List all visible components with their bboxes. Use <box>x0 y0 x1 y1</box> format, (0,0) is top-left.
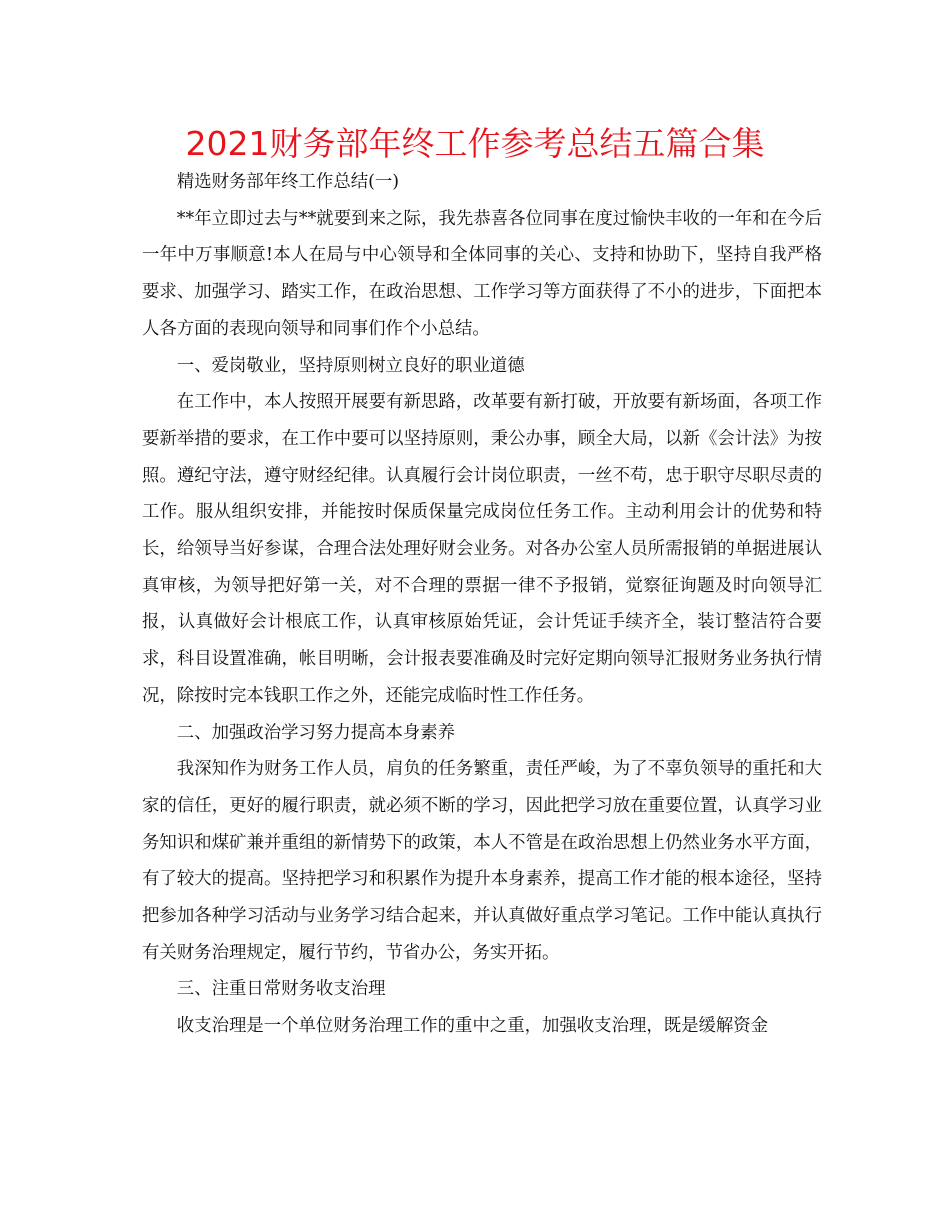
document-title: 2021财务部年终工作参考总结五篇合集 <box>185 124 765 163</box>
paragraph-subtitle: 精选财务部年终工作总结(一) <box>176 172 400 192</box>
document-body <box>142 164 822 1045</box>
paragraph: **年立即过去与**就要到来之际，我先恭喜各位同事在度过愉快丰收的一年和在今后一年中万事顺意!本人在局与中心领导和全体同事的关心、支持和协助下，坚持自我严格要求、加强学习、踏实工作，在政治思想、工作学习等方面获得了不小的进步，下面把本人各方面的表现向领导和同事们作个小总结。 <box>142 208 822 339</box>
section-heading: 二、加强政治学习努力提高本身素养 <box>176 722 456 743</box>
paragraph: 我深知作为财务工作人员，肩负的任务繁重，责任严峻，为了不辜负领导的重托和大家的信任，更好的履行职责，就必须不断的学习，因此把学习放在重要位置，认真学习业务知识和煤矿兼并重组的新情势下的政策，本人不管是在政治思想上仍然业务水平方面，有了较大的提高。坚持把学习和积累作为提升本身素养，提高工作才能的根本途径，坚持把参加各种学习活动与业务学习结合起来，并认真做好重点学习笔记。工作中能认真执行有关财务治理规定，履行节约，节省办公，务实开拓。 <box>142 759 822 963</box>
section-heading: 一、爱岗敬业，坚持原则树立良好的职业道德 <box>176 355 525 376</box>
paragraph: 在工作中，本人按照开展要有新思路，改革要有新打破，开放要有新场面，各项工作要新举措的要求，在工作中要可以坚持原则，秉公办事，顾全大局，以新《会计法》为按照。遵纪守法，遵守财经纪律。认真履行会计岗位职责，一丝不苟，忠于职守尽职尽责的工作。服从组织安排，并能按时保质保量完成岗位任务工作。主动利用会计的优势和特长，给领导当好参谋，合理合法处理好财会业务。对各办公室人员所需报销的单据进展认真审核，为领导把好第一关，对不合理的票据一律不予报销，觉察征询题及时向领导汇报，认真做好会计根底工作，认真审核原始凭证，会计凭证手续齐全，装订整洁符合要求，科目设置准确，帐目明晰，会计报表要准确及时完好定期向领导汇报财务业务执行情况，除按时完本钱职工作之外，还能完成临时性工作任务。 <box>142 392 822 706</box>
paragraph: 收支治理是一个单位财务治理工作的重中之重，加强收支治理，既是缓解资金 <box>176 1016 769 1037</box>
section-heading: 三、注重日常财务收支治理 <box>176 979 386 1000</box>
